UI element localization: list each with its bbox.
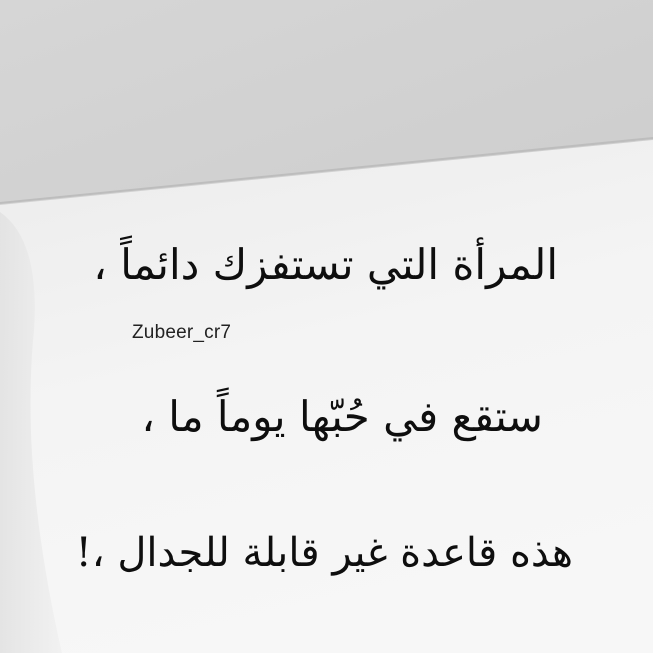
quote-line-2: ستقع في حُبّها يوماً ما ، bbox=[141, 392, 543, 441]
watermark-text: Zubeer_cr7 bbox=[132, 322, 232, 343]
quote-line-3: هذه قاعدة غير قابلة للجدال ،! bbox=[75, 530, 573, 576]
quote-line-1: المرأة التي تستفزك دائماً ، bbox=[93, 240, 558, 289]
